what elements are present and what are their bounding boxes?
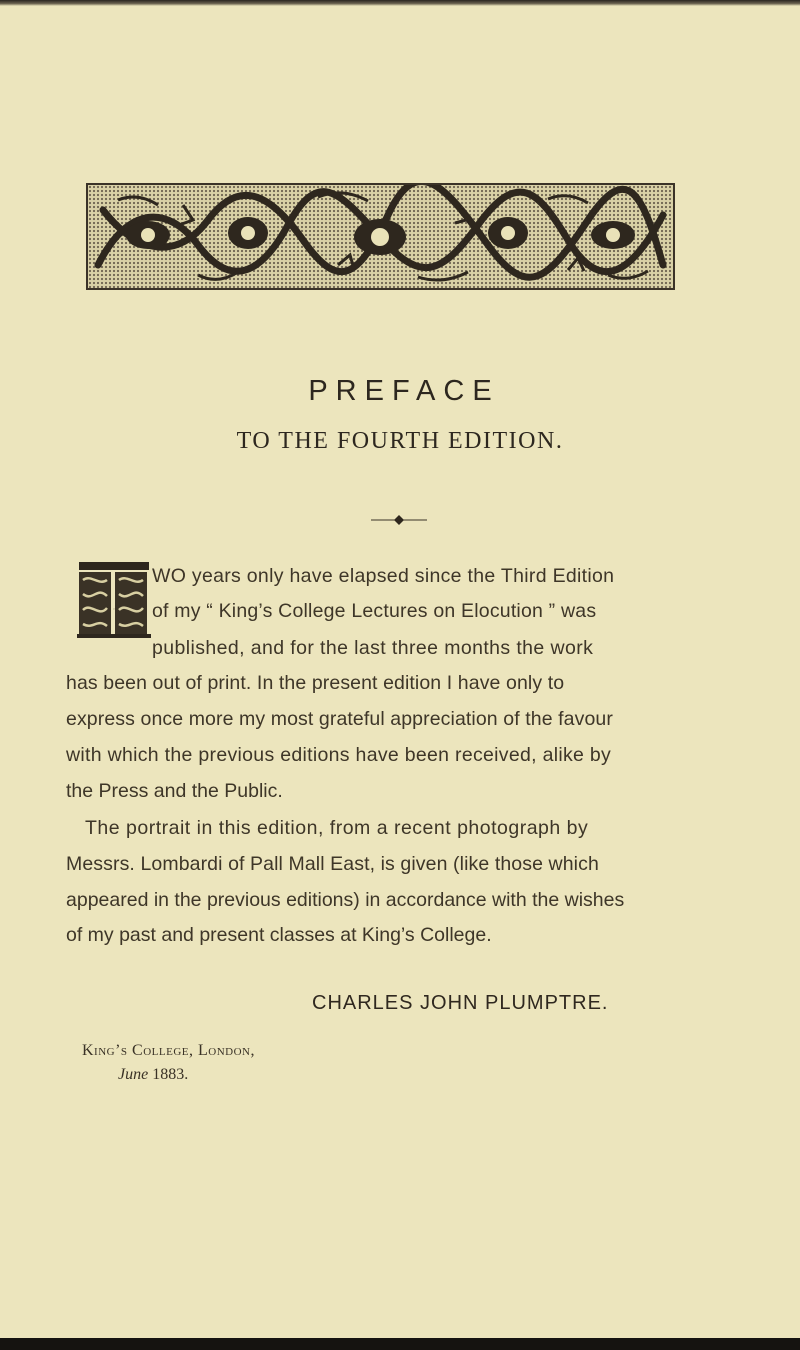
paragraph-line: published, and for the last three months the work [152,637,594,659]
paragraph-line: of my past and present classes at King’s College. [66,924,492,946]
author-signature: CHARLES JOHN PLUMPTRE. [312,992,609,1014]
paragraph-line: Messrs. Lombardi of Pall Mall East, is given (like those which [66,853,599,875]
paragraph-line: express once more my most grateful appreciation of the favour [66,708,613,730]
page-subtitle: TO THE FOURTH EDITION. [236,428,564,454]
drop-cap-letter: T [113,609,115,611]
drop-cap-ornament [77,560,151,638]
date-month: June [118,1066,149,1083]
diamond-rule-divider [371,513,427,527]
date-year: 1883. [152,1066,189,1083]
signature-date [118,1066,188,1084]
paragraph-line: with which the previous editions have been received, alike by [66,744,612,766]
page-title: PREFACE [308,375,500,407]
paragraph-line: of my “ King’s College Lectures on Elocution ” was [152,600,597,622]
signature-place: King’s College, London, [82,1042,255,1059]
paragraph-line: has been out of print. In the present edition I have only to [66,672,565,694]
page-top-edge [0,0,800,6]
paragraph-line: the Press and the Public. [66,780,283,802]
paragraph-line: The portrait in this edition, from a recent photograph by [85,817,589,839]
paragraph-line: appeared in the previous editions) in accordance with the wishes [66,889,625,911]
paragraph-line: WO years only have elapsed since the Third Edition [152,565,615,587]
page-bottom-edge [0,1338,800,1350]
ornamental-headpiece [86,183,675,290]
